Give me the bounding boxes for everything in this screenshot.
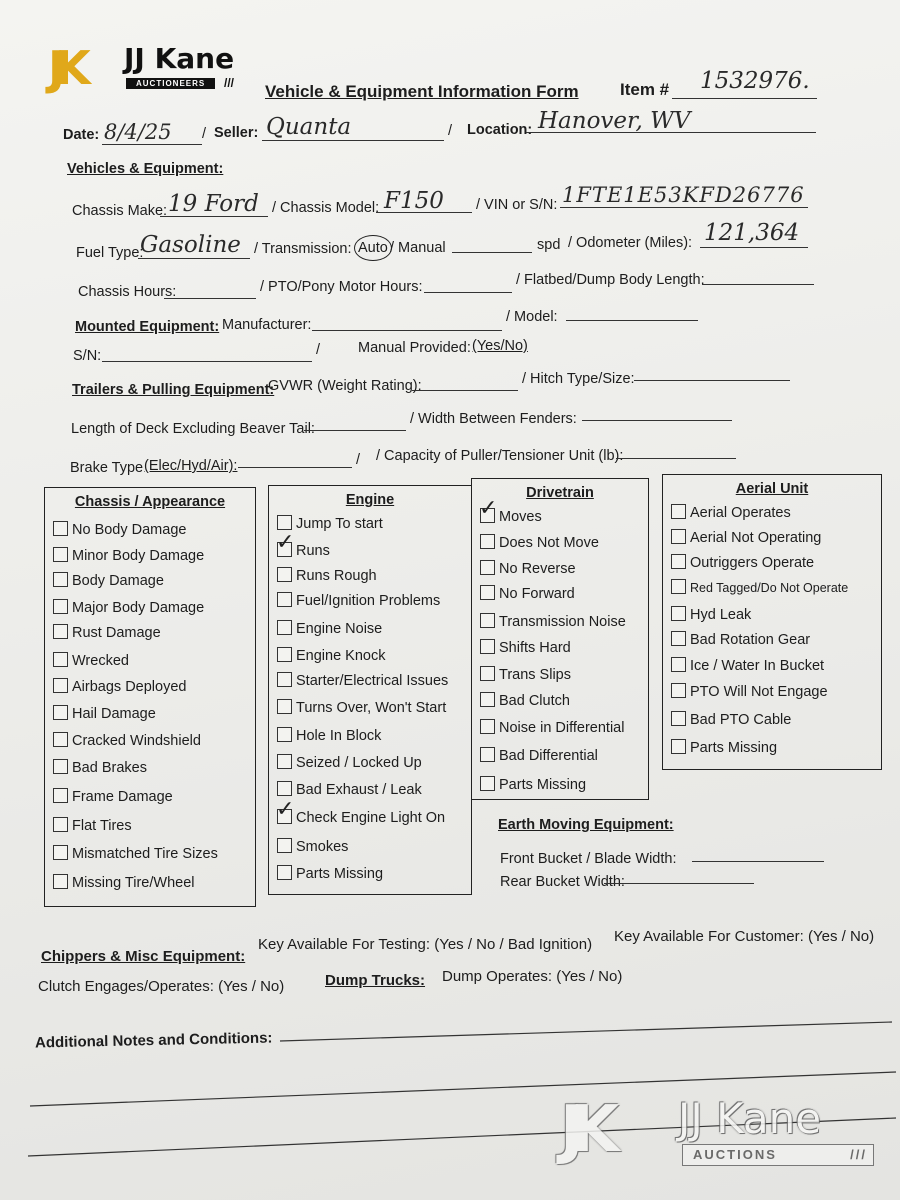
drivetrain-item-does-not-move[interactable] [480,533,599,553]
checkbox[interactable] [480,560,495,575]
checkbox[interactable] [671,739,686,754]
chassis-make-value[interactable]: 19 Ford [168,191,259,217]
checkbox[interactable] [277,699,292,714]
aerial-item-hyd-leak[interactable] [671,605,751,625]
dump-operates-text[interactable]: Dump Operates: (Yes / No) [442,968,623,985]
aerial-item-aerial-operates[interactable] [671,503,791,523]
aerial-item-parts-missing[interactable] [671,738,777,758]
pto-hours-label: / PTO/Pony Motor Hours: [260,279,423,295]
odometer-value[interactable]: 121,364 [704,220,800,246]
checkbox-label: Noise in Differential [499,720,625,736]
chassis-item-wrecked[interactable] [53,651,129,671]
form-title: Vehicle & Equipment Information Form [265,82,579,101]
checkbox-label: Hole In Block [296,728,382,744]
engine-box [268,485,472,895]
checkbox[interactable] [480,719,495,734]
date-label: Date: [63,127,100,143]
checkbox-label: Seized / Locked Up [296,755,422,771]
checkbox[interactable] [671,554,686,569]
checkbox-label: Fuel/Ignition Problems [296,593,441,609]
fuel-type-value[interactable]: Gasoline [140,232,241,258]
checkbox-label: Parts Missing [690,740,778,756]
checkbox[interactable] [53,845,68,860]
check-mark-icon: ✓ [479,495,498,521]
fender-width-label: / Width Between Fenders: [410,411,577,427]
checkbox[interactable] [53,599,68,614]
checkbox[interactable] [277,838,292,853]
key-customer-text[interactable]: Key Available For Customer: (Yes / No) [614,928,875,945]
checkbox-label: Shifts Hard [499,640,571,656]
drivetrain-item-moves[interactable] [479,495,542,527]
chassis-model-value[interactable]: F150 [384,188,444,214]
chassis-hours-label: Chassis Hours: [78,284,177,300]
checkbox[interactable] [277,727,292,742]
checkbox-label: Ice / Water In Bucket [690,658,825,674]
vehicles-heading: Vehicles & Equipment: [67,161,224,177]
checkbox-label: Bad Differential [499,748,598,764]
checkbox[interactable] [480,747,495,762]
transmission-manual[interactable]: / Manual [390,240,446,256]
checkbox-label: Major Body Damage [72,600,205,616]
gvwr-label: GVWR (Weight Rating): [268,378,422,394]
checkbox-label: Bad Rotation Gear [690,632,811,648]
checkbox[interactable] [53,817,68,832]
manual-provided-label: Manual Provided: [358,340,471,356]
chassis-item-minor-body-damage[interactable] [53,546,204,566]
chassis-item-flat-tires[interactable] [53,816,132,836]
drivetrain-title: Drivetrain [526,485,594,501]
checkbox-label: Flat Tires [72,818,132,834]
aerial-item-outriggers-operate[interactable] [671,553,814,573]
checkbox-label: Red Tagged/Do Not Operate [690,581,849,595]
manufacturer-label: Manufacturer: [222,317,312,333]
checkbox-label: Check Engine Light On [296,810,446,826]
checkbox-label: Outriggers Operate [690,555,815,571]
logo-slashes: /// [224,76,235,90]
engine-item-seized-locked-up[interactable] [277,753,422,773]
checkbox-label: Hail Damage [72,706,156,722]
checkbox[interactable] [671,683,686,698]
chassis-item-cracked-windshield[interactable] [53,731,201,751]
checkbox[interactable] [53,732,68,747]
checkbox-label: Rust Damage [72,625,161,641]
logo-name: JJ Kane [124,42,235,75]
aerial-item-aerial-not-operating[interactable] [671,528,821,548]
engine-item-fuel-ignition-problems[interactable] [277,591,440,611]
chassis-item-major-body-damage[interactable] [53,598,204,618]
checkbox[interactable] [480,776,495,791]
vin-label: / VIN or S/N: [476,197,558,213]
checkbox[interactable] [277,567,292,582]
hitch-label: / Hitch Type/Size: [522,371,635,387]
checkbox[interactable] [671,606,686,621]
aerial-item-red-tagged-do-not-operate[interactable] [671,578,848,598]
aerial-item-pto-will-not-engage[interactable] [671,682,828,702]
checkbox[interactable] [671,631,686,646]
engine-item-turns-over-won-t-start[interactable] [277,698,446,718]
additional-notes-heading: Additional Notes and Conditions: [34,1029,273,1052]
checkbox[interactable] [671,529,686,544]
key-testing-text[interactable]: Key Available For Testing: (Yes / No / Bad Ignition) [258,936,593,953]
odometer-label: / Odometer (Miles): [568,235,693,251]
checkbox-label: Does Not Move [499,535,599,551]
checkbox[interactable] [671,579,686,594]
checkbox-label: Mismatched Tire Sizes [72,846,218,862]
checkbox-label: Aerial Not Operating [690,530,822,546]
chippers-misc-heading: Chippers & Misc Equipment: [41,948,246,965]
checkbox[interactable] [53,521,68,536]
checkbox[interactable] [276,796,295,824]
chassis-item-body-damage[interactable] [53,571,164,591]
drivetrain-box [471,478,649,800]
manual-provided-options[interactable]: (Yes/No) [472,338,528,354]
chassis-item-rust-damage[interactable] [53,623,161,643]
checkbox-label: No Forward [499,586,575,602]
chassis-item-mismatched-tire-sizes[interactable] [53,844,218,864]
location-value[interactable]: Hanover, WV [538,108,691,134]
checkbox[interactable] [277,781,292,796]
earth-moving-heading: Earth Moving Equipment: [498,817,674,833]
checkbox-label: Bad Clutch [499,693,570,709]
rear-bucket-label: Rear Bucket Width: [500,874,625,890]
checkbox[interactable] [276,529,295,557]
front-bucket-label: Front Bucket / Blade Width: [500,851,677,867]
checkbox[interactable] [480,534,495,549]
checkbox[interactable] [277,754,292,769]
checkbox[interactable] [53,572,68,587]
spd-label: spd [537,237,561,253]
chassis-appearance-box [44,487,256,907]
form-paper: JK JJ Kane AUCTIONEERS /// Vehicle & Equipment Information Form Item # 1532976. Date: 8/4/25 / Seller: Quanta / Location: Hanover, WV Vehicles & Equipment: Chassis Make: 19 Ford / Chassis Model: F150 / VIN or S/N: 1FTE1E53KFD26776 Fuel Type: Gasoline / Transmission: Auto / Manual spd / Odometer (Miles): 121,364 Chassis Hours: / PTO/Pony Motor Hours: / Flatbed/Dump Body Length: Mounted Equipment: Manufacturer: / Model: S/N: / Manual Provided: (Yes/No) Trailers & Pulling Equipment: GVWR (Weight Rating): / Hitch Type/Size: Length of Deck Excluding Beaver Tail: / Width Between Fenders: Brake Type (Elec/Hyd/Air): / / Capacity of Puller/Tensioner Unit (lb): Chassis / Appearance No Body Damage Minor Body Damage Body Damage Major Body Damage Rust Damage Wrecked Airbags Deployed Hail Damage Cracked Windshield Bad Brakes Frame Damage Flat Tires Mismatched Tire Sizes Missing Tire/Wheel Engine Jump To start ✓ Runs Runs Rough Fuel/Ignition Problems Engine Noise Engine Knock Starter/Electrical Issues Turns Over, Won't Start Hole In Block Seized / Locked Up Bad Exhaust / Leak ✓ Check Engine Light On Smokes Parts Missing Drivetrain ✓ Moves Does Not Move No Reverse No Forward Transmission Noise Shifts Hard Trans Slips Bad Clutch Noise in Differential Bad Differential Parts Missing Aerial Unit Aerial Operates Aerial Not Operating Outriggers Operate Red Tagged/Do Not Operate Hyd Leak Bad Rotation Gear Ice / Water In Bucket PTO Will Not Engage Bad PTO Cable Parts Missing Earth Moving Equipment: Front Bucket / Blade Width: Rear Bucket Width: Chippers & Misc Equipment: Key Available For Testing: (Yes / No / Bad Ignition) Key Available For Customer: (Yes / No) Clutch Engages/Operates: (Yes / No) Dump Trucks: Dump Operates: (Yes / No) Additional Notes and Conditions: JK JJ Kane AUCTIONS /// [0,0,900,1200]
checkbox[interactable] [671,504,686,519]
watermark-jk-mark: JK [560,1093,606,1167]
logo-subtitle: AUCTIONEERS [126,78,215,89]
engine-item-check-engine-light-on[interactable] [276,796,446,828]
aerial-unit-title: Aerial Unit [735,481,809,497]
puller-capacity-label: / Capacity of Puller/Tensioner Unit (lb): [376,448,624,464]
engine-item-engine-knock[interactable] [277,646,385,666]
drivetrain-item-bad-differential[interactable] [480,746,598,766]
checkbox-label: Runs Rough [296,568,377,584]
date-value[interactable]: 8/4/25 [104,120,172,144]
checkbox-label: Engine Knock [296,648,386,664]
checkbox[interactable] [671,711,686,726]
checkbox[interactable] [53,678,68,693]
seller-value[interactable]: Quanta [266,114,352,140]
checkbox-label: Wrecked [72,653,129,669]
checkbox-label: Starter/Electrical Issues [296,673,449,689]
engine-item-runs[interactable] [276,529,330,561]
brake-type-label: Brake Type [70,460,144,476]
checkbox[interactable] [277,865,292,880]
aerial-unit-box [662,474,882,770]
checkbox[interactable] [480,585,495,600]
checkbox-label: Bad PTO Cable [690,712,792,728]
engine-title: Engine [345,492,395,508]
checkbox[interactable] [277,515,292,530]
checkbox-label: Parts Missing [296,866,384,882]
chassis-item-bad-brakes[interactable] [53,758,147,778]
aerial-item-bad-pto-cable[interactable] [671,710,791,730]
checkbox[interactable] [480,692,495,707]
engine-item-runs-rough[interactable] [277,566,377,586]
checkbox[interactable] [277,672,292,687]
checkbox-label: PTO Will Not Engage [690,684,828,700]
drivetrain-item-parts-missing[interactable] [480,775,586,795]
location-label: Location: [467,122,533,138]
aerial-item-ice-water-in-bucket[interactable] [671,656,824,676]
checkbox-label: Transmission Noise [499,614,626,630]
drivetrain-item-transmission-noise[interactable] [480,612,626,632]
engine-item-bad-exhaust-leak[interactable] [277,780,422,800]
auto-circled-mark [354,235,392,261]
checkbox[interactable] [53,547,68,562]
checkbox[interactable] [53,874,68,889]
drivetrain-item-bad-clutch[interactable] [480,691,570,711]
checkbox-label: No Reverse [499,561,576,577]
checkbox-label: Bad Brakes [72,760,147,776]
transmission-label: / Transmission: [254,241,352,257]
chassis-make-label: Chassis Make: [72,203,168,219]
checkbox-label: Missing Tire/Wheel [72,875,195,891]
vin-value[interactable]: 1FTE1E53KFD26776 [562,183,805,207]
chassis-item-no-body-damage[interactable] [53,520,186,540]
checkbox-label: Aerial Operates [690,505,791,521]
checkbox-label: Airbags Deployed [72,679,187,695]
item-label: Item # [620,80,670,99]
checkbox-label: Bad Exhaust / Leak [296,782,422,798]
checkbox-label: Turns Over, Won't Start [296,700,447,716]
checkbox-label: Moves [499,509,542,525]
dump-trucks-heading: Dump Trucks: [325,972,426,989]
drivetrain-item-trans-slips[interactable] [480,665,571,685]
checkbox[interactable] [277,620,292,635]
clutch-text[interactable]: Clutch Engages/Operates: (Yes / No) [38,978,285,995]
engine-item-hole-in-block[interactable] [277,726,381,746]
chassis-model-label: / Chassis Model: [272,200,380,216]
checkbox-label: Runs [296,543,330,559]
checkbox[interactable] [480,639,495,654]
chassis-item-missing-tire-wheel[interactable] [53,873,194,893]
chassis-appearance-title: Chassis / Appearance [74,494,226,510]
checkbox[interactable] [480,666,495,681]
checkbox[interactable] [53,788,68,803]
model-label: / Model: [506,309,558,325]
checkbox-label: Hyd Leak [690,607,752,623]
mounted-heading: Mounted Equipment: [75,319,220,335]
checkbox-label: No Body Damage [72,522,187,538]
check-mark-icon: ✓ [276,796,295,822]
chassis-item-hail-damage[interactable] [53,704,156,724]
engine-item-smokes[interactable] [277,837,348,857]
drivetrain-item-shifts-hard[interactable] [480,638,571,658]
fuel-type-label: Fuel Type: [76,245,144,261]
jjkane-logo [48,40,248,98]
deck-length-label: Length of Deck Excluding Beaver Tail: [71,421,315,437]
checkbox[interactable] [53,759,68,774]
engine-item-parts-missing[interactable] [277,864,383,884]
drivetrain-item-no-reverse[interactable] [480,559,576,579]
item-number-value[interactable]: 1532976. [700,68,810,94]
checkbox-label: Smokes [296,839,349,855]
check-mark-icon: ✓ [276,529,295,555]
drivetrain-item-noise-in-differential[interactable] [480,718,624,738]
checkbox[interactable] [277,592,292,607]
watermark-name: JJ Kane [678,1094,822,1143]
checkbox[interactable] [53,705,68,720]
checkbox-label: Cracked Windshield [72,733,201,749]
checkbox-label: Frame Damage [72,789,173,805]
checkbox-label: Minor Body Damage [72,548,205,564]
checkbox[interactable] [671,657,686,672]
trailers-heading: Trailers & Pulling Equipment: [72,382,275,398]
drivetrain-item-no-forward[interactable] [480,584,575,604]
checkbox[interactable] [277,647,292,662]
checkbox-label: Body Damage [72,573,164,589]
flatbed-length-label: / Flatbed/Dump Body Length: [516,272,705,288]
checkbox-label: Parts Missing [499,777,587,793]
checkbox-label: Trans Slips [499,667,571,683]
watermark-subtitle: AUCTIONS /// [682,1144,874,1166]
checkbox[interactable] [479,495,498,523]
brake-type-options[interactable]: (Elec/Hyd/Air): [144,458,238,474]
checkbox[interactable] [480,613,495,628]
jk-logo-mark: JK [48,41,81,95]
jjkane-auctions-watermark [560,1092,880,1172]
engine-item-engine-noise[interactable] [277,619,382,639]
checkbox-label: Engine Noise [296,621,383,637]
checkbox-label: Jump To start [296,516,383,532]
chassis-item-airbags-deployed[interactable] [53,677,186,697]
seller-label: Seller: [214,125,259,141]
engine-item-starter-electrical-issues[interactable] [277,671,448,691]
checkbox[interactable] [53,624,68,639]
transmission-auto[interactable]: Auto [358,240,388,256]
checkbox[interactable] [53,652,68,667]
chassis-item-frame-damage[interactable] [53,787,173,807]
aerial-item-bad-rotation-gear[interactable] [671,630,810,650]
sn-label: S/N: [73,348,102,364]
